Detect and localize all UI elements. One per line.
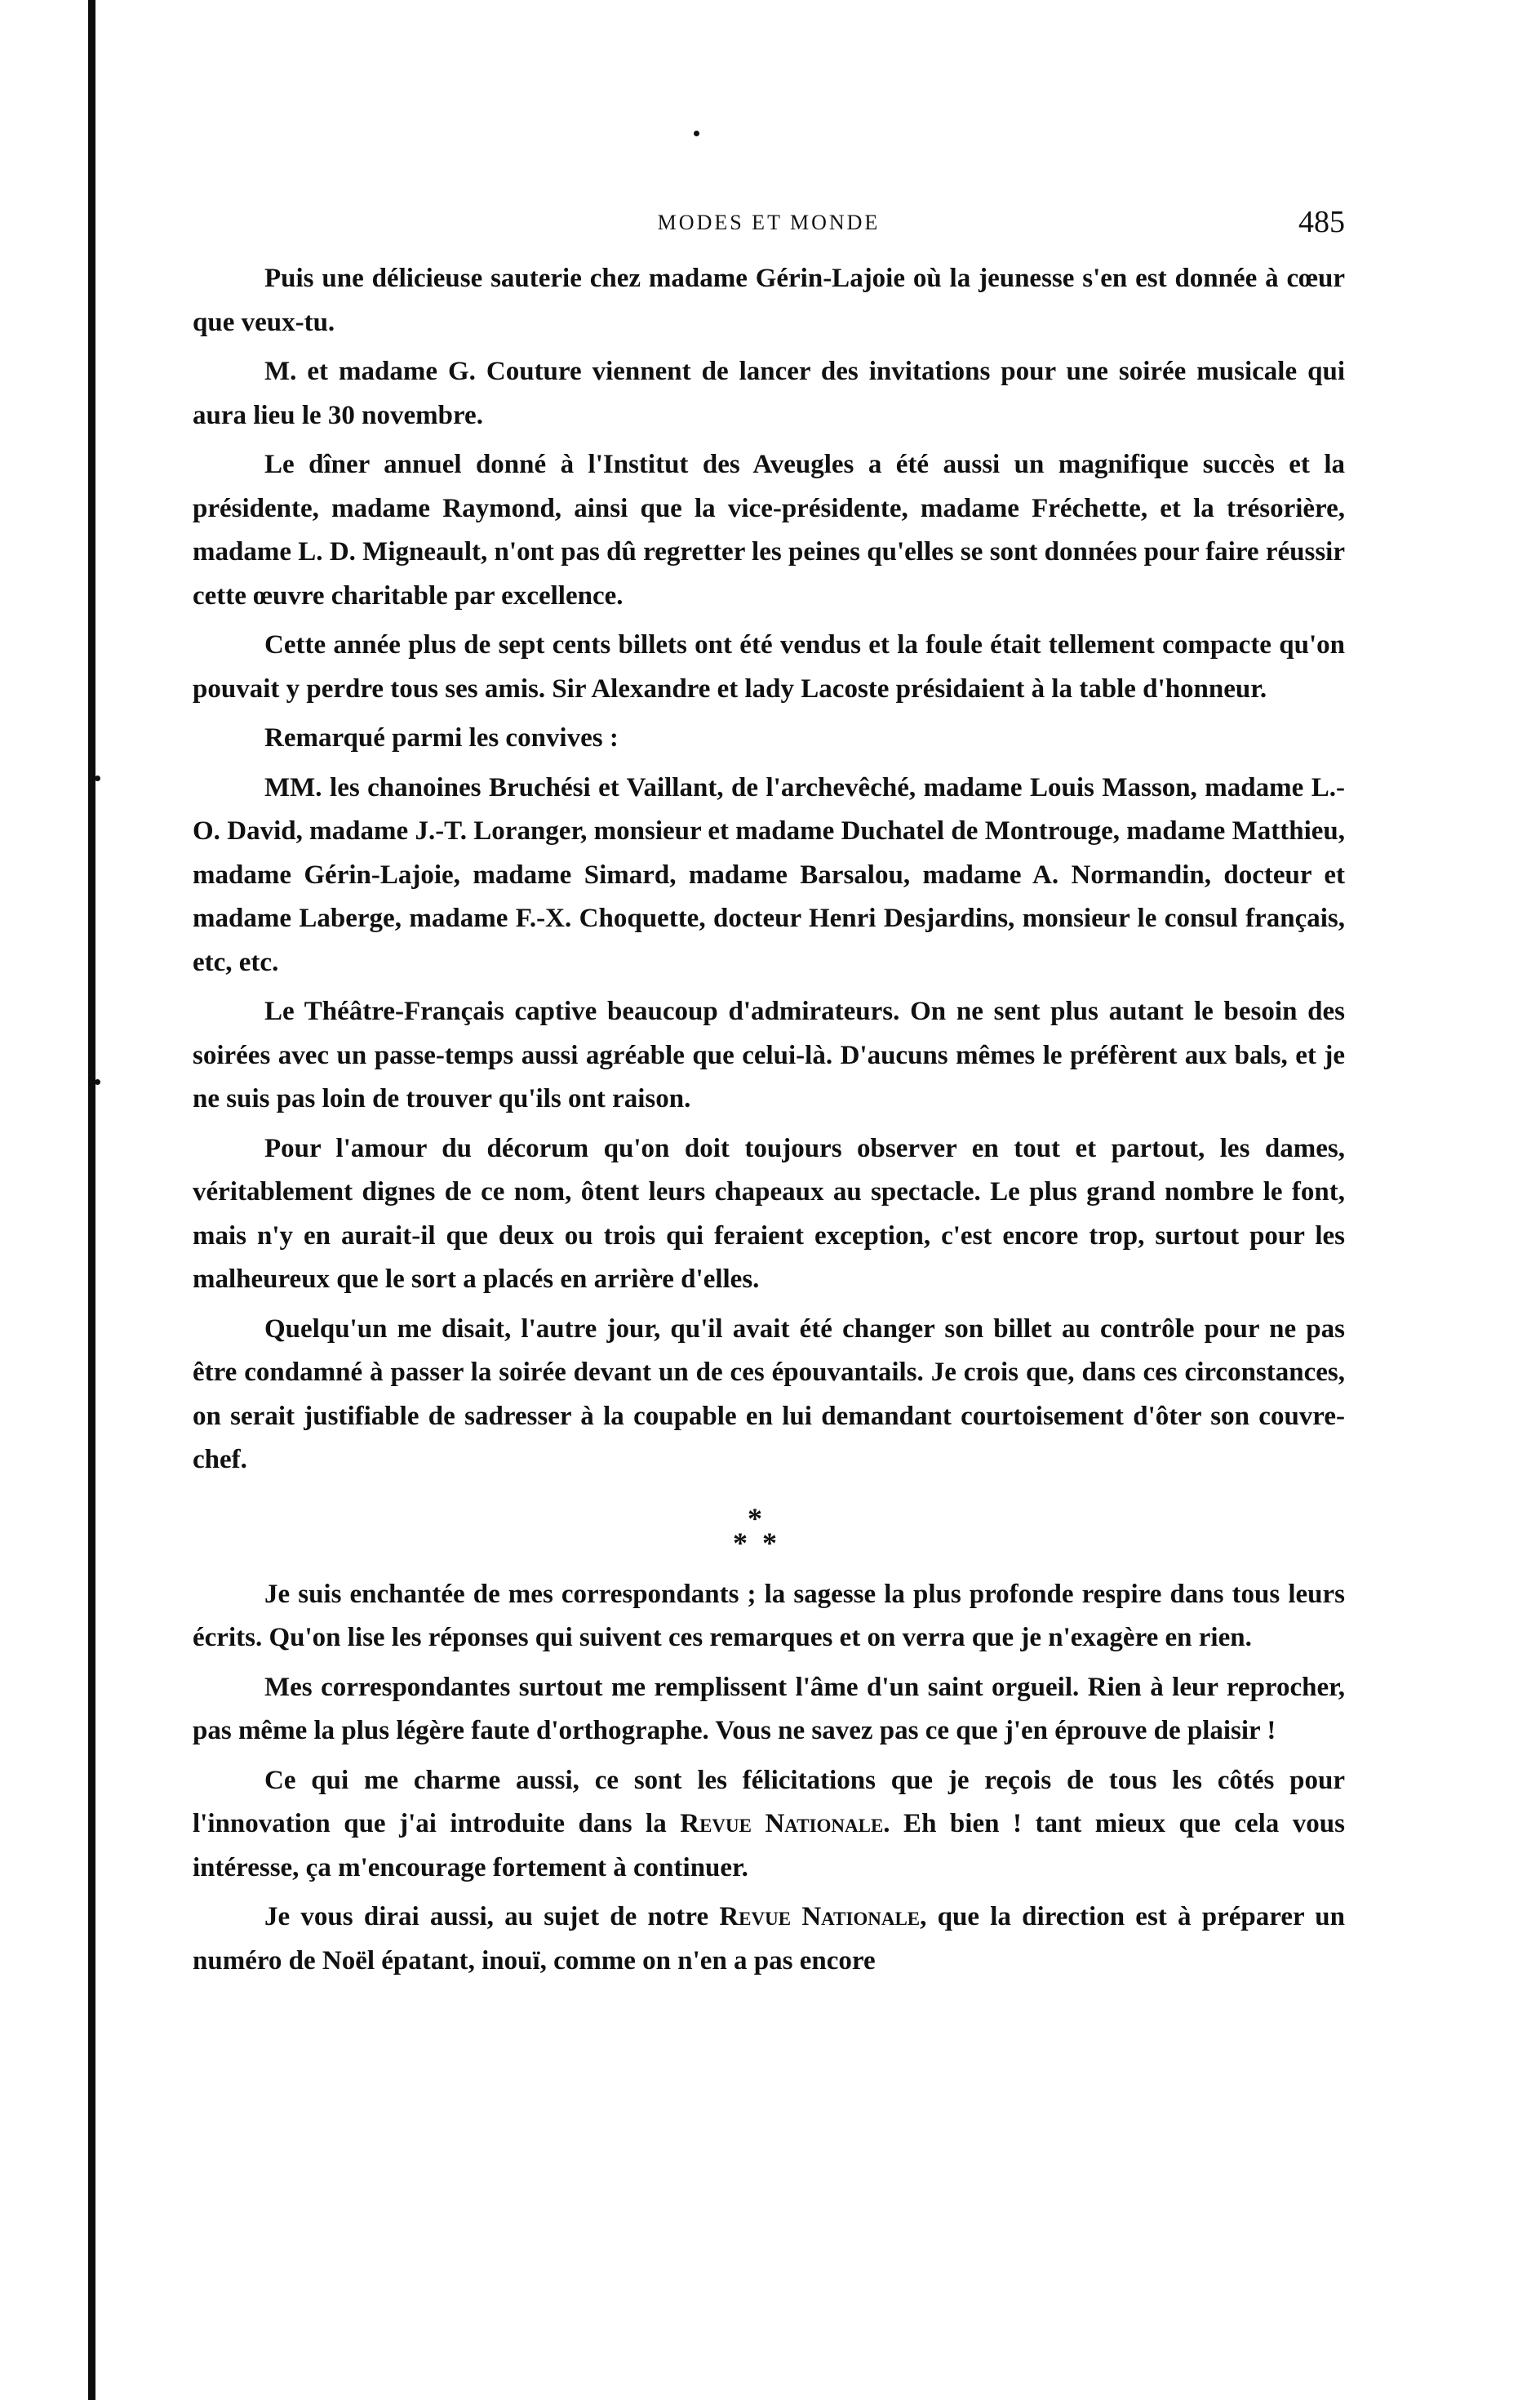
paragraph: Quelqu'un me disait, l'autre jour, qu'il avait été changer son billet au contrôle pour ne pas être condamné à passer la soirée devant un de ces épouvantails. Je crois que, dans ces circonstances, on serait justifiable de sadresser à la coupable en lui demandant courtoisement d'ôter son couvre-chef.	[193, 1313, 1345, 1474]
paragraph: Cette année plus de sept cents billets ont été vendus et la foule était tellement compacte qu'on pouvait y perdre tous ses amis. Sir Alexandre et lady Lacoste présidaient à la table d'honneur.	[193, 630, 1345, 704]
paragraph-text: Je vous dirai aussi, au sujet de notre	[264, 1902, 720, 1931]
paragraph: Puis une délicieuse sauterie chez madame Gérin-Lajoie où la jeunesse s'en est donnée à cœur que veux-tu.	[193, 264, 1345, 337]
paragraph: Le dîner annuel donné à l'Institut des Aveugles a été aussi un magnifique succès et la présidente, madame Raymond, ainsi que la vice-présidente, madame Fréchette, et la trésorière, madame L. D. Migneault, n'ont pas dû regretter les peines qu'elles se sont données pour faire réussir cette œuvre charitable par excellence.	[193, 450, 1345, 611]
paragraph: MM. les chanoines Bruchési et Vaillant, de l'archevêché, madame Louis Masson, madame L.-O. David, madame J.-T. Loranger, monsieur et madame Duchatel de Montrouge, madame Matthieu, madame Gérin-Lajoie, madame Simard, madame Barsalou, madame A. Normandin, docteur et madame Laberge, madame F.-X. Choquette, docteur Henri Desjardins, monsieur le consul français, etc, etc.	[193, 772, 1345, 977]
paragraph: Pour l'amour du décorum qu'on doit toujours observer en tout et partout, les dames, véritablement dignes de ce nom, ôtent leurs chapeaux au spectacle. Le plus grand nombre le font, mais n'y en aurait-il que deux ou trois qui feraient exception, c'est encore trop, surtout pour les malheureux que le sort a placés en arrière d'elles.	[193, 1133, 1345, 1294]
section-break-asterism	[193, 1488, 1345, 1573]
journal-title: Revue Nationale	[680, 1809, 884, 1838]
speck-top	[694, 131, 699, 136]
paragraph: Mes correspondantes surtout me remplissent l'âme d'un saint orgueil. Rien à leur reprocher, pas même la plus légère faute d'orthographe. Vous ne savez pas ce que j'en éprouve de plaisir !	[193, 1672, 1345, 1745]
paragraph-text: Ce qui me charme aussi, ce sont les félicitations que je reçois de tous les côtés pour l'innovation que j'ai introduite dans la	[193, 1765, 1345, 1838]
paragraph-text: . Eh bien ! tant mieux que cela vous intéresse, ça m'encourage fortement à continuer.	[193, 1809, 1345, 1882]
page-number: 485	[1298, 205, 1345, 239]
paragraph: Je suis enchantée de mes correspondants ; la sagesse la plus profonde respire dans tous leurs écrits. Qu'on lise les réponses qui suivent ces remarques et on verra que je n'exagère en rien.	[193, 1579, 1345, 1652]
paragraph: Le Théâtre-Français captive beaucoup d'admirateurs. On ne sent plus autant le besoin des soirées avec un passe-temps aussi agréable que celui-là. D'aucuns mêmes le préfèrent aux bals, et je ne suis pas loin de trouver qu'ils ont raison.	[193, 997, 1345, 1113]
paragraph: Remarqué parmi les convives :	[264, 723, 619, 753]
asterism-star-left: *	[733, 1526, 748, 1559]
asterism-star-right: *	[762, 1526, 777, 1559]
paragraph: M. et madame G. Couture viennent de lancer des invitations pour une soirée musicale qui aura lieu le 30 novembre.	[193, 357, 1345, 430]
running-title: MODES ET MONDE	[657, 211, 881, 234]
paragraph	[193, 1759, 1345, 1891]
running-head	[193, 204, 1345, 240]
paragraph-text: , que la direction est à préparer un numéro de Noël épatant, inouï, comme on n'en a pas encore	[193, 1902, 1345, 1976]
body-text	[193, 257, 1345, 1989]
journal-title: Revue Nationale	[719, 1902, 921, 1931]
paragraph	[193, 1896, 1345, 1983]
asterism-star-top: *	[748, 1501, 762, 1535]
binding-edge-line	[88, 0, 95, 2400]
speck-left-2	[95, 1079, 100, 1085]
speck-left-1	[95, 776, 100, 781]
